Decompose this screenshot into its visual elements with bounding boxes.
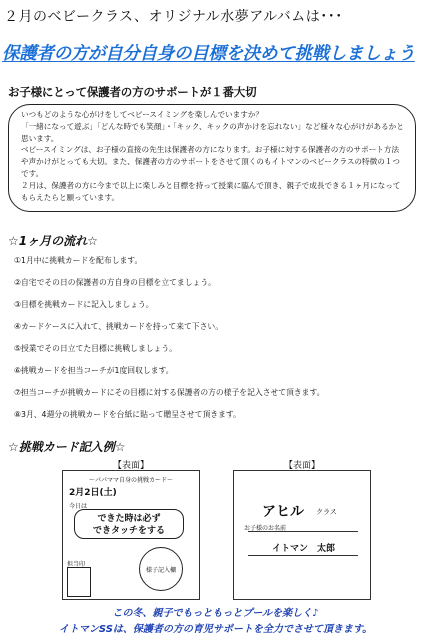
step-item: ③目標を挑戦カードに記入しましょう。	[14, 300, 154, 309]
card-back	[233, 470, 371, 600]
child-label: お子様のお名前	[244, 525, 287, 532]
stamp-box	[67, 567, 91, 597]
subheading: お子様にとって保護者の方のサポートが１番大切	[8, 85, 257, 99]
intro-line: ベビースイミングは、お子様の直接の先生は保護者の方になります。お子様に対する保護者の方のサポート方法や声かけがとっても大切。また、保護者の方のサポートをさせて頂くのもイトマンのベビークラスの特徴の１つです。	[21, 145, 400, 178]
intro-line: いつもどのような心がけをしてベビースイミングを楽しんでいますか？	[21, 110, 264, 119]
step-item: ④カードケースに入れて、挑戦カードを持って来て下さい。	[14, 322, 224, 331]
stamp-label: 担当印	[67, 561, 86, 568]
child-name: イトマン 太郎	[272, 544, 336, 554]
goal-line: できタッチをする	[92, 526, 165, 536]
flow-heading: ☆1ヶ月の流れ☆	[8, 234, 98, 248]
step-item: ①1月中に挑戦カードを配布します。	[14, 256, 143, 265]
circle-label: 様子記入欄	[145, 566, 176, 574]
today-label: 今日は	[69, 503, 88, 510]
goal-line: できた時は必ず	[97, 514, 161, 524]
card-front	[62, 470, 200, 600]
class-name: アヒル	[262, 504, 304, 520]
class-suffix: クラス	[316, 508, 337, 516]
front-label: 【表面】	[112, 461, 149, 471]
headline: 保護者の方が自分自身の目標を決めて挑戦しましょう	[2, 44, 415, 64]
name-underline	[248, 555, 358, 556]
step-item: ⑦担当コーチが挑戦カードにその目標に対する保護者の方の様子を記入させて頂きます。	[14, 388, 325, 397]
step-item: ⑥挑戦カードを担当コーチが1度回収します。	[14, 366, 174, 375]
steps-list	[14, 250, 324, 426]
intro-bubble	[8, 104, 416, 212]
page-title: ２月のベビークラス、オリジナル水夢アルバムは･･･	[4, 9, 343, 25]
comment-circle	[139, 547, 183, 591]
step-item: ⑧3月、4週分の挑戦カードを台紙に貼って贈呈させて頂きます。	[14, 410, 241, 419]
card-title: ～パパママ自身の挑戦カード～	[88, 477, 173, 484]
back-label: 【表面】	[283, 461, 320, 471]
example-heading: ☆挑戦カード記入例☆	[8, 440, 126, 454]
intro-line: ２月は、保護者の方に今まで以上に楽しみと目標を持って授業に臨んで頂き、親子で成長できる１ヶ月になってもらえたらと願っています。	[21, 180, 401, 202]
step-item: ⑤授業でその日立てた目標に挑戦しましょう。	[14, 344, 177, 353]
intro-line: 「一緒になって遊ぶ」「どんな時でも笑顔」・「キック、キックの声かけを忘れない」など様々な心がけがあるかと思います。	[21, 121, 404, 143]
card-date: 2月2日(土)	[69, 488, 117, 498]
step-item: ②自宅でその日の保護者の方自身の目標を立てましょう。	[14, 278, 216, 287]
footer-line: イトマンSSは、保護者の方の育児サポートを全力でさせて頂きます。	[58, 624, 373, 635]
goal-box	[74, 509, 184, 539]
footer-line: この冬、親子でもっともっとプールを楽しく♪	[112, 608, 319, 619]
